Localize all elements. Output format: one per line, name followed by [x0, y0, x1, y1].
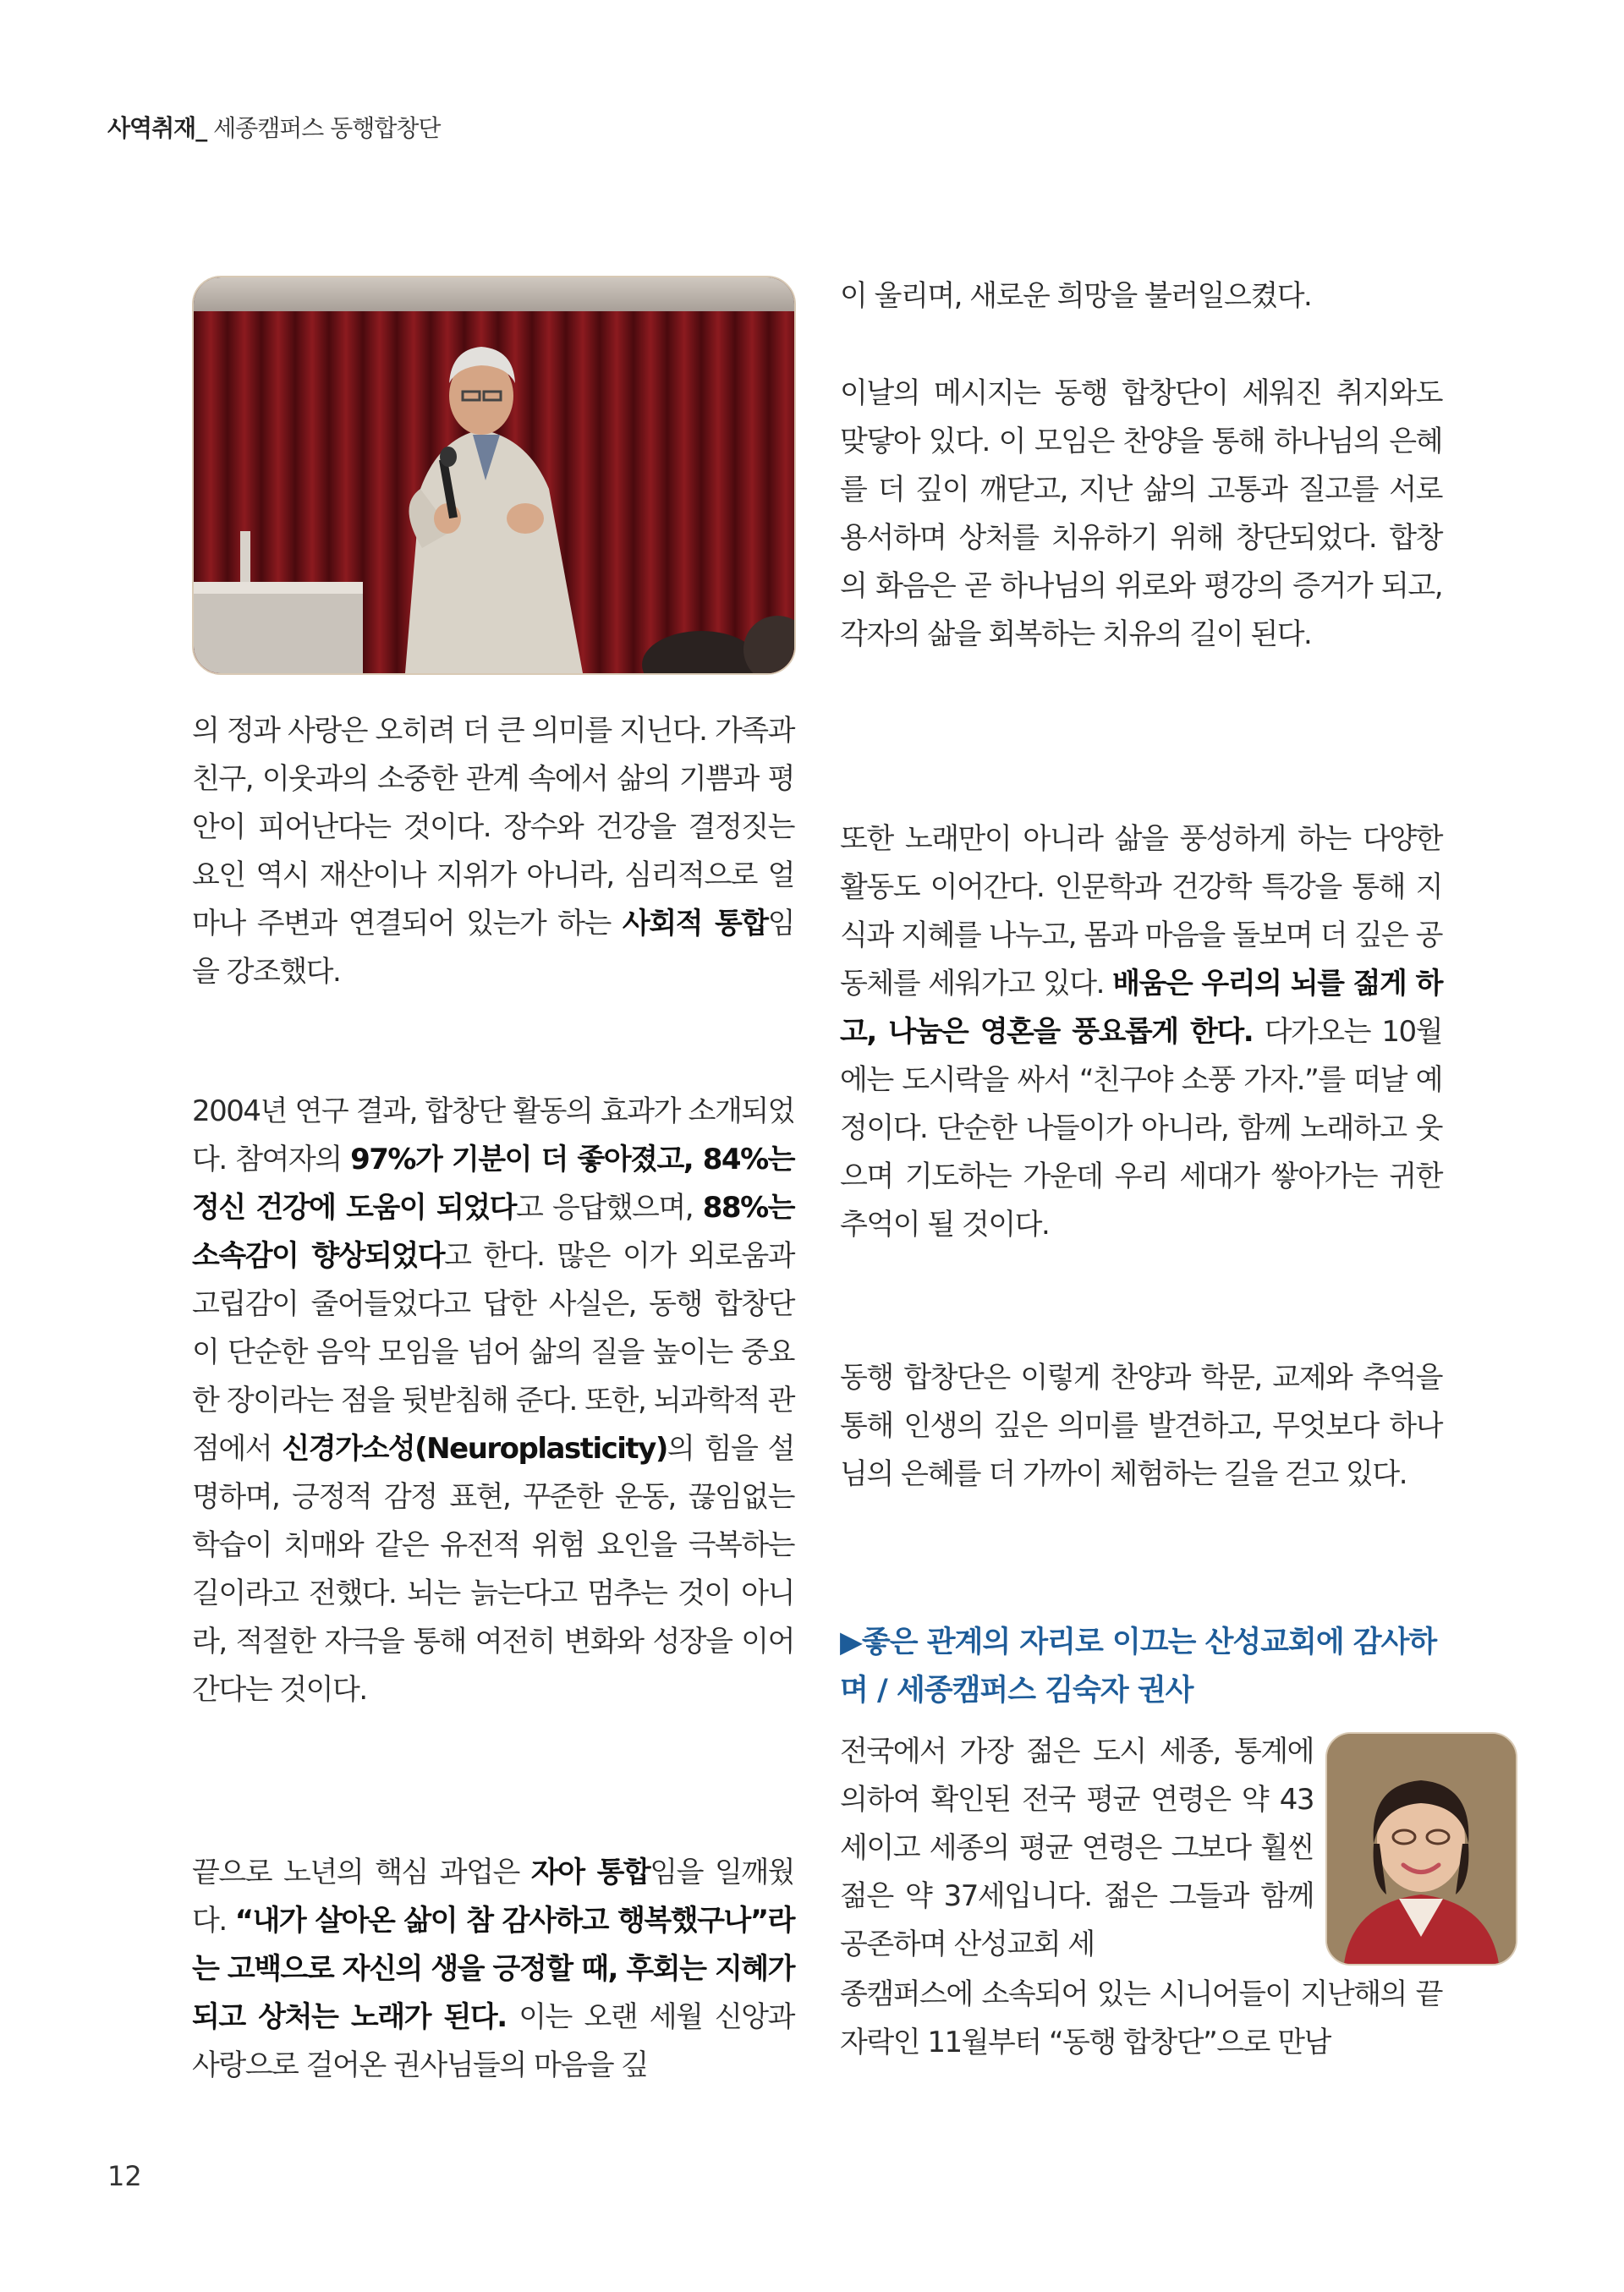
text-run: 2004년 연구 결과, 합창단 활동의 효과가 소개되었다. 참여자의: [192, 1094, 794, 1176]
right-paragraph-5: [840, 1728, 1314, 1969]
left-paragraph-3: [192, 1849, 794, 2090]
right-paragraph-3: [840, 815, 1442, 1249]
text-run: 또한 노래만이 아니라 삶을 풍성하게 하는 다양한 활동도 이어간다. 인문학과 건강학 특강을 통해 지식과 지혜를 나누고, 몸과 마음을 돌보며 더 깊은 공동체를 세워가고 있다.: [840, 822, 1442, 1001]
text-run: 전국에서 가장 젊은 도시 세종, 통계에 의하여 확인된 전국 평균 연령은 약 43세이고 세종의 평균 연령은 그보다 훨씬 젊은 약 37세입니다. 젊은 그들과 함께 공존하며 산성교회 세: [840, 1735, 1314, 1961]
section-label: 사역취재_: [107, 114, 207, 142]
text-run: 의 정과 사랑은 오히려 더 큰 의미를 지닌다. 가족과 친구, 이웃과의 소중한 관계 속에서 삶의 기쁨과 평안이 피어난다는 것이다. 장수와 건강을 결정짓는 요인 역시 재산이나 지위가 아니라, 심리적으로 얼마나 주변과 연결되어 있는가 하는: [192, 714, 794, 940]
page-number: 12: [107, 2160, 142, 2192]
bold-text: 신경가소성(Neuroplasticity): [282, 1432, 667, 1466]
text-run: 이 울리며, 새로운 희망을 불러일으켰다.: [840, 279, 1312, 313]
interview-subheading: [840, 1619, 1442, 1715]
text-run: 고 한다. 많은 이가 외로움과 고립감이 줄어들었다고 답한 사실은, 동행 합창단이 단순한 음악 모임을 넘어 삶의 질을 높이는 중요한 장이라는 점을 뒷받침해 준다. 또한, 뇌과학적 관점에서: [192, 1239, 795, 1466]
bold-text: 자아 통합: [530, 1856, 650, 1889]
bold-text: 97%가 기분이 더 좋아졌고, 84%는 정신 건강에 도움이 되었다: [192, 1143, 794, 1225]
text-run: 임을 강조했다.: [192, 907, 794, 989]
text-run: 의 힘을 설명하며, 긍정적 감정 표현, 꾸준한 운동, 끊임없는 학습이 치매와 같은 유전적 위험 요인을 극복하는 길이라고 전했다. 뇌는 늙는다고 멈추는 것이 아니라, 적절한 자극을 통해 여전히 변화와 성장을 이어간다는 것이다.: [192, 1432, 795, 1707]
bold-text: 88%는 소속감이 향상되었다: [192, 1191, 794, 1273]
text-run: 고 응답했으며,: [515, 1191, 703, 1225]
triangle-bullet-icon: ▶: [840, 1626, 862, 1659]
right-paragraph-2: [840, 370, 1442, 659]
section-header: [107, 110, 441, 144]
text-run: 다가오는 10월에는 도시락을 싸서 “친구야 소풍 가자.”를 떠날 예정이다. 단순한 나들이가 아니라, 함께 노래하고 웃으며 기도하는 가운데 우리 세대가 쌓아가는 귀한 추억이 될 것이다.: [840, 1015, 1442, 1242]
text-run: 끝으로 노년의 핵심 과업은: [192, 1856, 531, 1889]
right-paragraph-4: [840, 1354, 1442, 1499]
right-paragraph-6: [840, 1971, 1442, 2067]
bold-text: 배움은 우리의 뇌를 젊게 하고, 나눔은 영혼을 풍요롭게 한다.: [840, 967, 1442, 1049]
text-run: 이날의 메시지는 동행 합창단이 세워진 취지와도 맞닿아 있다. 이 모임은 찬양을 통해 하나님의 은혜를 더 깊이 깨닫고, 지난 삶의 고통과 질고를 서로 용서하며 상처를 치유하기 위해 창단되었다. 합창의 화음은 곧 하나님의 위로와 평강의 증거가 되고, 각자의 삶을 회복하는 치유의 길이 된다.: [840, 376, 1442, 651]
text-run: 종캠퍼스에 소속되어 있는 시니어들이 지난해의 끝자락인 11월부터 “동행 합창단”으로 만남: [840, 1977, 1442, 2059]
bold-text: 사회적 통합: [622, 907, 768, 940]
bold-text: “내가 살아온 삶이 참 감사하고 행복했구나”라는 고백으로 자신의 생을 긍정할 때, 후회는 지혜가 되고 상처는 노래가 된다.: [192, 1904, 794, 2034]
text-run: 이는 오랜 세월 신앙과 사랑으로 걸어온 권사님들의 마음을 깊: [192, 2000, 794, 2082]
subheading-text: 좋은 관계의 자리로 이끄는 산성교회에 감사하며 / 세종캠퍼스 김숙자 권사: [840, 1626, 1437, 1708]
portrait-photo: [1325, 1732, 1517, 1966]
speaker-photo: [192, 276, 796, 675]
text-run: 임을 일깨웠다.: [192, 1856, 794, 1938]
text-run: 동행 합창단은 이렇게 찬양과 학문, 교제와 추억을 통해 인생의 깊은 의미를 발견하고, 무엇보다 하나님의 은혜를 더 가까이 체험하는 길을 걷고 있다.: [840, 1361, 1442, 1491]
section-title: 세종캠퍼스 동행합창단: [206, 114, 441, 142]
left-paragraph-2: [192, 1088, 794, 1714]
left-paragraph-1: [192, 707, 794, 996]
right-paragraph-1: [840, 272, 1442, 321]
